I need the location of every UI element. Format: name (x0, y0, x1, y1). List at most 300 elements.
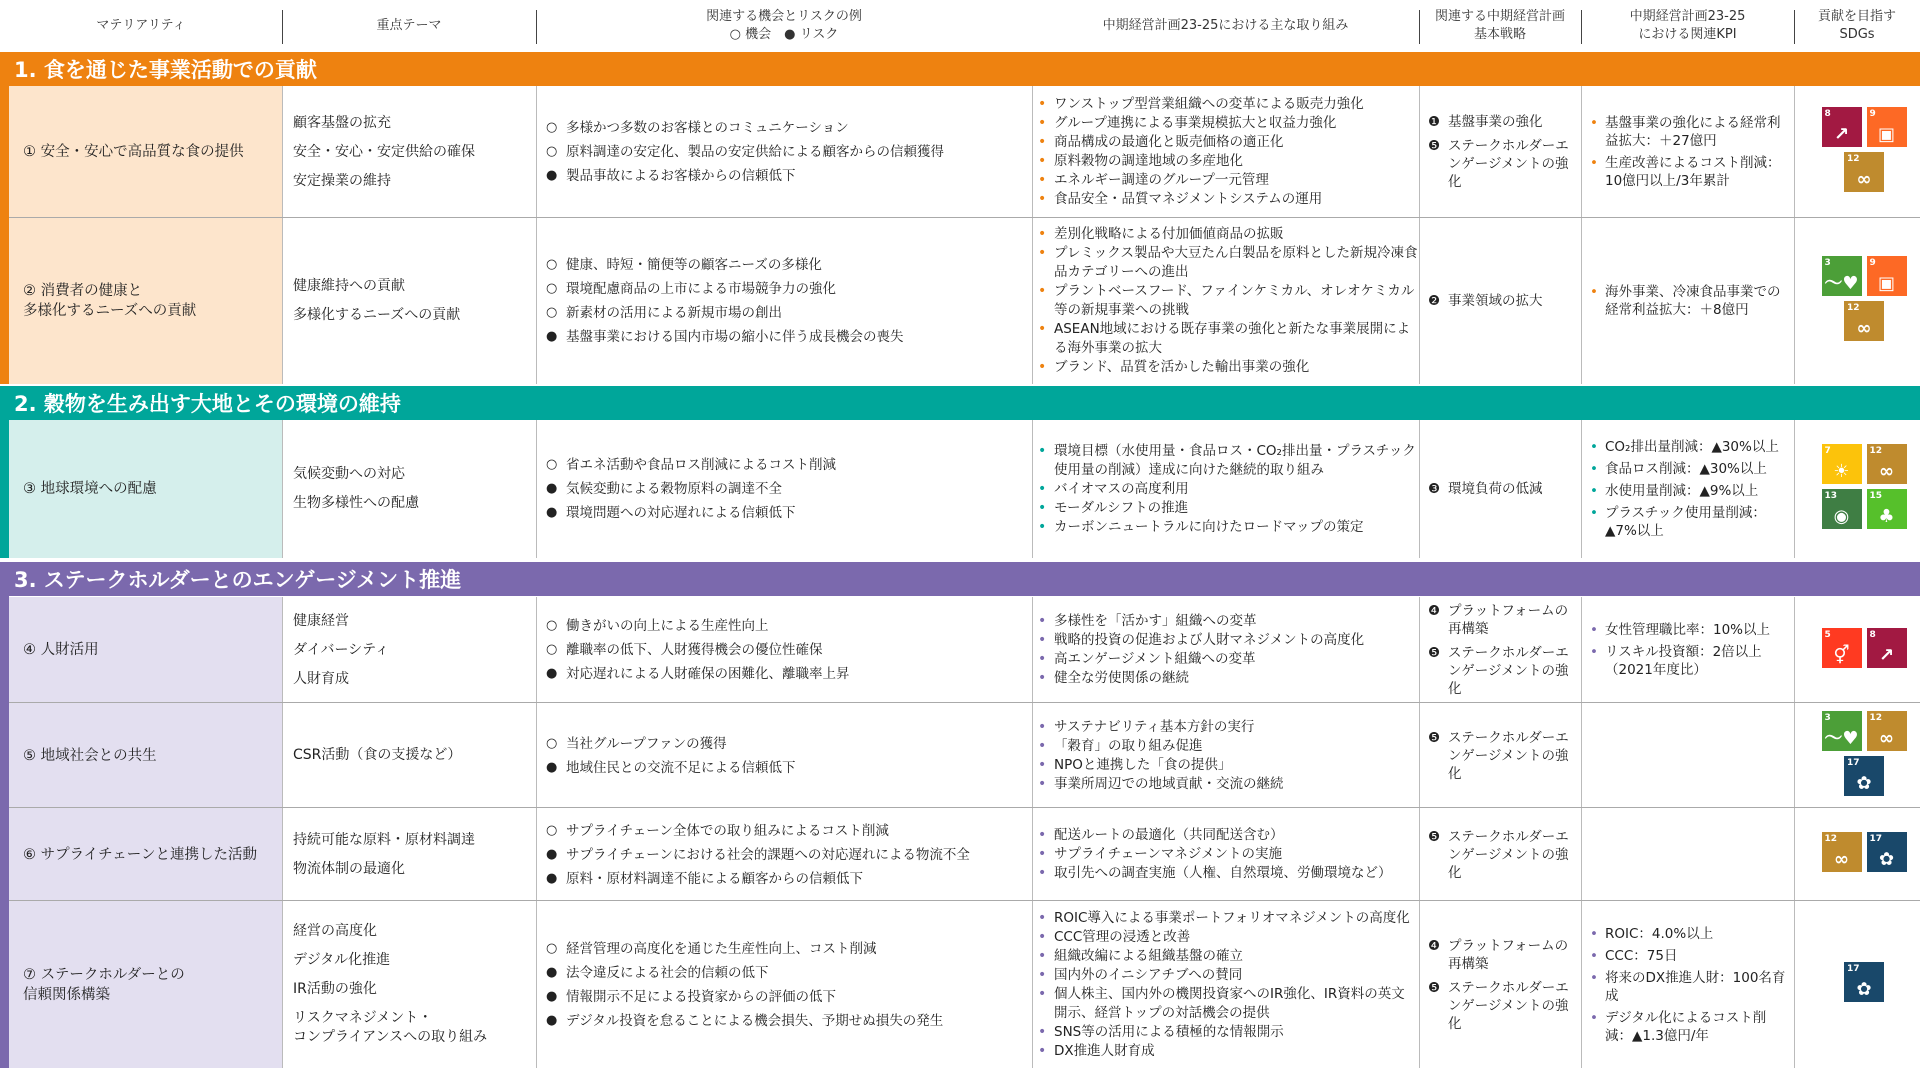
sdg-symbol: ✿ (1856, 979, 1872, 1000)
initiative-text: ブランド、品質を活かした輸出事業の強化 (1054, 359, 1310, 375)
strategy-cell (1419, 808, 1580, 901)
risk-marker: ● (546, 168, 558, 183)
strategy-item (1428, 292, 1580, 310)
sdg-3-icon (1822, 711, 1862, 751)
theme-item: 人財育成 (293, 670, 349, 687)
initiative-cell (1032, 808, 1418, 901)
bullet-icon: • (1590, 644, 1598, 660)
initiative-text: 「穀育」の取り組み促進 (1054, 737, 1203, 754)
initiative-text: 事業所周辺での地域貢献・交流の継続 (1054, 775, 1284, 792)
sdg-symbol: ∞ (1879, 461, 1894, 482)
risk-item (546, 328, 1031, 346)
kpi-item (1590, 925, 1793, 943)
risk-text: 環境問題への対応遅れによる信頼低下 (566, 505, 796, 521)
initiative-item (1038, 947, 1418, 966)
kpi-text: CCC：75日 (1605, 947, 1678, 964)
initiative-item (1038, 650, 1418, 669)
initiative-item (1038, 756, 1418, 775)
kpi-text: リスキル投資額：2倍以上（2021年度比） (1605, 644, 1762, 678)
initiative-text: 健全な労使関係の継続 (1054, 670, 1189, 686)
initiative-text: 高エンゲージメント組織への変革 (1054, 651, 1256, 667)
bullet-icon: • (1038, 442, 1047, 459)
risk-marker: ● (546, 964, 558, 980)
sdg-number: 12 (1869, 446, 1883, 456)
theme-cell (282, 420, 535, 558)
strategy-number: ❺ (1428, 828, 1441, 845)
strategy-number: ❶ (1428, 114, 1441, 130)
strategy-number: ❺ (1428, 979, 1441, 996)
opportunity-marker: ○ (546, 735, 558, 751)
bullet-icon: • (1038, 480, 1047, 497)
theme-item: 顧客基盤の拡充 (293, 114, 391, 131)
theme-item: 安定操業の維持 (293, 172, 391, 189)
initiative-text: 取引先への調査実施（人権、自然環境、労働環境など） (1054, 865, 1392, 881)
bullet-icon: • (1038, 966, 1047, 983)
strategy-text: ステークホルダーエンゲージメントの強化 (1448, 138, 1569, 190)
opportunity-marker: ○ (546, 305, 558, 320)
strategy-text: 基盤事業の強化 (1448, 114, 1543, 130)
kpi-item (1590, 154, 1793, 190)
bullet-icon: • (1038, 846, 1047, 862)
bullet-icon: • (1038, 359, 1047, 375)
sdg-number: 8 (1869, 629, 1876, 640)
bullet-icon: • (1038, 518, 1047, 535)
header-strategy: 関連する中期経営計画 基本戦略 (1434, 9, 1565, 42)
initiative-item (1038, 1042, 1418, 1061)
kpi-item (1590, 482, 1793, 500)
bullet-icon: • (1038, 632, 1047, 648)
sdg-symbol: 〜♥ (1824, 727, 1859, 749)
initiative-text: ワンストップ型営業組織への変革による販売力強化 (1054, 96, 1364, 112)
strategy-text: ステークホルダーエンゲージメントの強化 (1448, 645, 1569, 697)
initiative-item (1038, 1023, 1418, 1042)
sdg-cell (1794, 86, 1920, 218)
sdg-symbol: ▣ (1877, 124, 1895, 145)
section-title-1: 1. 食を通じた事業活動での貢献 (0, 52, 1920, 86)
kpi-cell (1581, 420, 1793, 558)
opportunity-marker: ○ (546, 120, 558, 135)
initiative-text: CCC管理の浸透と改善 (1054, 928, 1191, 945)
strategy-number: ❹ (1428, 937, 1441, 954)
initiative-item (1038, 95, 1418, 114)
bullet-icon: • (1590, 461, 1598, 477)
risk-marker: ● (546, 759, 558, 775)
header-separator (1419, 10, 1420, 44)
initiative-item (1038, 864, 1418, 883)
header-separator (536, 10, 537, 44)
risk-text: 対応遅れによる人財確保の困難化、離職率上昇 (566, 666, 850, 682)
initiative-item (1038, 358, 1418, 377)
table-row (0, 808, 1920, 901)
theme-item: 物流体制の最適化 (293, 860, 405, 877)
kpi-item (1590, 1009, 1793, 1045)
kpi-item (1590, 114, 1793, 150)
sdg-number: 12 (1824, 834, 1838, 844)
theme-cell (282, 901, 535, 1068)
risk-item (546, 480, 1031, 498)
risk-item (546, 759, 1031, 777)
strategy-text: 環境負荷の低減 (1448, 481, 1543, 497)
kpi-cell (1581, 808, 1793, 901)
strategy-number: ❷ (1428, 293, 1441, 309)
risk-item (546, 280, 1031, 298)
initiative-text: 多様性を「活かす」組織への変革 (1054, 613, 1257, 629)
risk-text: 環境配慮商品の上市による市場競争力の強化 (566, 281, 836, 297)
initiative-item (1038, 737, 1418, 756)
kpi-text: 水使用量削減：▲9%以上 (1605, 483, 1759, 499)
table-row (0, 86, 1920, 218)
sdg-17-icon (1867, 832, 1907, 872)
bullet-icon: • (1590, 439, 1598, 455)
initiative-cell (1032, 218, 1418, 384)
materiality-cell: ④ 人財活用 (9, 597, 282, 703)
sdg-8-icon (1822, 107, 1862, 147)
risk-item (546, 256, 1031, 274)
theme-item: リスクマネジメント・ コンプライアンスへの取り組み (293, 1010, 488, 1045)
risk-text: 離職率の低下、人財獲得機会の優位性確保 (566, 642, 823, 658)
initiative-item (1038, 826, 1418, 845)
bullet-icon: • (1590, 1009, 1598, 1026)
materiality-cell: ① 安全・安心で高品質な食の提供 (9, 86, 282, 218)
bullet-icon: • (1038, 226, 1047, 242)
bullet-icon: • (1590, 969, 1598, 986)
header-theme: 重点テーマ (376, 18, 442, 33)
header-sdgs: 貢献を目指す SDGs (1817, 9, 1896, 42)
risk-marker: ● (546, 505, 558, 520)
sdg-symbol: ∞ (1879, 727, 1894, 749)
theme-item: 健康維持への貢献 (293, 278, 405, 294)
risk-item (546, 1012, 1031, 1030)
initiative-text: ASEAN地域における既存事業の強化と新たな事業展開による海外事業の拡大 (1054, 321, 1411, 356)
sdg-13-icon (1822, 489, 1862, 529)
sdg-cell (1794, 597, 1920, 703)
strategy-item (1428, 113, 1580, 131)
theme-item: ダイバーシティ (293, 641, 390, 658)
sdg-17-icon (1844, 962, 1884, 1002)
risk-cell (536, 597, 1031, 703)
risk-marker: ● (546, 481, 558, 496)
section-title-2: 2. 穀物を生み出す大地とその環境の維持 (0, 386, 1920, 420)
strategy-cell (1419, 218, 1580, 384)
risk-text: 地域住民との交流不足による信頼低下 (566, 759, 796, 776)
initiative-item (1038, 928, 1418, 947)
initiative-item (1038, 190, 1418, 209)
kpi-text: CO₂排出量削減：▲30%以上 (1605, 439, 1779, 455)
risk-item (546, 143, 1031, 161)
sdg-number: 12 (1869, 712, 1883, 723)
strategy-text: ステークホルダーエンゲージメントの強化 (1448, 828, 1569, 881)
theme-item: 健康経営 (293, 612, 349, 629)
sdg-symbol: ∞ (1834, 849, 1849, 870)
bullet-icon: • (1038, 827, 1047, 843)
strategy-number: ❺ (1428, 729, 1441, 746)
initiative-item (1038, 114, 1418, 133)
theme-cell (282, 597, 535, 703)
sdg-number: 3 (1824, 712, 1831, 723)
initiative-text: SNS等の活用による積極的な情報開示 (1054, 1023, 1284, 1040)
bullet-icon: • (1038, 153, 1047, 169)
initiative-item (1038, 442, 1418, 480)
risk-cell (536, 86, 1031, 218)
sdg-symbol: ∞ (1856, 169, 1872, 190)
initiative-item (1038, 612, 1418, 631)
strategy-cell (1419, 597, 1580, 703)
bullet-icon: • (1038, 775, 1047, 792)
sdg-symbol: ↗ (1878, 644, 1895, 666)
initiative-item (1038, 966, 1418, 985)
sdg-cell (1794, 901, 1920, 1068)
bullet-icon: • (1038, 1042, 1047, 1059)
strategy-text: ステークホルダーエンゲージメントの強化 (1448, 729, 1569, 782)
kpi-cell (1581, 218, 1793, 384)
sdg-15-icon (1867, 489, 1907, 529)
bullet-icon: • (1038, 1023, 1047, 1040)
risk-marker: ● (546, 1012, 558, 1028)
strategy-item (1428, 979, 1580, 1033)
initiative-cell (1032, 86, 1418, 218)
initiative-item (1038, 282, 1418, 320)
table-row (0, 703, 1920, 808)
opportunity-marker: ○ (546, 822, 558, 838)
initiative-text: プラントベースフード、ファインケミカル、オレオケミカル等の新規事業への挑戦 (1054, 283, 1415, 318)
bullet-icon: • (1038, 283, 1047, 299)
bullet-icon: • (1038, 134, 1047, 150)
theme-cell (282, 86, 535, 218)
sdg-number: 9 (1869, 109, 1876, 119)
initiative-text: エネルギー調達のグループ一元管理 (1054, 172, 1269, 188)
initiative-text: 差別化戦略による付加価値商品の拡販 (1054, 226, 1284, 242)
bullet-icon: • (1590, 925, 1598, 942)
risk-item (546, 641, 1031, 659)
initiative-item (1038, 499, 1418, 518)
risk-item (546, 940, 1031, 958)
risk-item (546, 617, 1031, 635)
initiative-item (1038, 669, 1418, 688)
sdg-3-icon (1822, 256, 1862, 296)
bullet-icon: • (1038, 499, 1047, 516)
sdg-number: 15 (1869, 491, 1883, 501)
kpi-cell (1581, 86, 1793, 218)
bullet-icon: • (1590, 505, 1598, 521)
header-kpi: 中期経営計画23-25 における関連KPI (1629, 9, 1746, 42)
theme-item: 多様化するニーズへの貢献 (293, 307, 461, 323)
sdg-12-icon (1867, 444, 1907, 484)
sdg-symbol: ▣ (1877, 273, 1895, 294)
opportunity-marker: ○ (546, 457, 558, 472)
sdg-9-icon (1867, 107, 1907, 147)
sdg-cell (1794, 808, 1920, 901)
opportunity-marker: ○ (546, 144, 558, 159)
risk-text: デジタル投資を怠ることによる機会損失、予期せぬ損失の発生 (566, 1012, 944, 1029)
strategy-text: ステークホルダーエンゲージメントの強化 (1448, 979, 1569, 1032)
kpi-item (1590, 947, 1793, 965)
risk-marker: ● (546, 870, 558, 886)
initiative-text: プレミックス製品や大豆たん白製品を原料とした新規冷凍食品カテゴリーへの進出 (1054, 245, 1418, 280)
table-row (0, 597, 1920, 703)
initiative-item (1038, 320, 1418, 358)
sdg-5-icon (1822, 628, 1862, 668)
risk-text: 多様かつ多数のお客様とのコミュニケーション (566, 120, 849, 136)
risk-text: 製品事故によるお客様からの信頼低下 (566, 168, 796, 184)
opportunity-marker: ○ (546, 642, 558, 657)
risk-text: 情報開示不足による投資家からの評価の低下 (566, 988, 836, 1005)
initiative-text: モーダルシフトの推進 (1054, 499, 1189, 516)
risk-text: 働きがいの向上による生産性向上 (566, 618, 769, 634)
kpi-text: 海外事業、冷凍食品事業での経常利益拡大：＋8億円 (1605, 284, 1781, 318)
initiative-cell (1032, 420, 1418, 558)
table-header (0, 0, 1920, 52)
bullet-icon: • (1038, 928, 1047, 945)
initiative-text: 原料穀物の調達地域の多産地化 (1054, 153, 1243, 169)
initiative-text: 国内外のイニシアチブへの賛同 (1054, 966, 1243, 983)
kpi-item (1590, 621, 1793, 639)
initiative-text: 戦略的投資の促進および人財マネジメントの高度化 (1054, 632, 1365, 648)
risk-cell (536, 703, 1031, 808)
sdg-17-icon (1844, 756, 1884, 796)
risk-item (546, 988, 1031, 1006)
strategy-number: ❺ (1428, 645, 1441, 661)
initiative-item (1038, 909, 1418, 928)
risk-item (546, 735, 1031, 753)
initiative-item (1038, 133, 1418, 152)
sdg-number: 12 (1847, 303, 1860, 313)
initiative-text: DX推進人財育成 (1054, 1042, 1155, 1059)
strategy-item (1428, 729, 1580, 783)
risk-marker: ● (546, 666, 558, 681)
initiative-text: カーボンニュートラルに向けたロードマップの策定 (1054, 518, 1364, 535)
sdg-cell (1794, 703, 1920, 808)
bullet-icon: • (1038, 865, 1047, 881)
sdg-12-icon (1822, 832, 1862, 872)
risk-item (546, 870, 1031, 888)
strategy-item (1428, 937, 1580, 973)
bullet-icon: • (1590, 483, 1598, 499)
strategy-number: ❸ (1428, 481, 1441, 497)
initiative-item (1038, 225, 1418, 244)
initiative-text: サステナビリティ基本方針の実行 (1054, 718, 1255, 735)
strategy-number: ❹ (1428, 603, 1441, 619)
opportunity-marker: ○ (546, 257, 558, 272)
sdg-number: 8 (1824, 109, 1831, 119)
strategy-text: プラットフォームの再構築 (1448, 937, 1569, 972)
strategy-text: 事業領域の拡大 (1448, 293, 1543, 309)
header-risks: 関連する機会とリスクの例 ○ 機会 ● リスク (706, 9, 862, 42)
strategy-item (1428, 644, 1580, 698)
materiality-cell: ② 消費者の健康と 多様化するニーズへの貢献 (9, 218, 282, 384)
bullet-icon: • (1038, 651, 1047, 667)
bullet-icon: • (1590, 284, 1598, 300)
sdg-number: 5 (1824, 629, 1831, 640)
theme-item: 持続可能な原料・原材料調達 (293, 831, 475, 848)
bullet-icon: • (1038, 321, 1047, 337)
bullet-icon: • (1038, 96, 1047, 112)
risk-item (546, 964, 1031, 982)
risk-cell (536, 420, 1031, 558)
bullet-icon: • (1038, 115, 1047, 131)
kpi-cell (1581, 901, 1793, 1068)
header-separator (1581, 10, 1582, 44)
sdg-9-icon (1867, 256, 1907, 296)
strategy-text: プラットフォームの再構築 (1448, 603, 1569, 637)
initiative-item (1038, 775, 1418, 794)
initiative-text: 配送ルートの最適化（共同配送含む） (1054, 827, 1284, 843)
bullet-icon: • (1038, 718, 1047, 735)
bullet-icon: • (1038, 172, 1047, 188)
bullet-icon: • (1038, 245, 1047, 261)
risk-cell (536, 901, 1031, 1068)
sdg-cell (1794, 420, 1920, 558)
initiative-text: 商品構成の最適化と販売価格の適正化 (1054, 134, 1284, 150)
bullet-icon: • (1038, 191, 1047, 207)
bullet-icon: • (1038, 756, 1047, 773)
sdg-number: 12 (1847, 154, 1860, 164)
theme-item: 経営の高度化 (293, 923, 377, 939)
risk-marker: ● (546, 988, 558, 1004)
materiality-cell: ⑤ 地域社会との共生 (9, 703, 282, 808)
sdg-symbol: ↗ (1833, 124, 1850, 145)
strategy-item (1428, 137, 1580, 191)
initiative-text: NPOと連携した「食の提供」 (1054, 756, 1232, 773)
risk-text: 基盤事業における国内市場の縮小に伴う成長機会の喪失 (566, 329, 904, 345)
sdg-7-icon (1822, 444, 1862, 484)
table-row (0, 420, 1920, 558)
risk-cell (536, 218, 1031, 384)
risk-item (546, 846, 1031, 864)
header-separator (282, 10, 283, 44)
opportunity-marker: ○ (546, 281, 558, 296)
strategy-cell (1419, 901, 1580, 1068)
risk-text: サプライチェーンにおける社会的課題への対応遅れによる物流不全 (566, 846, 970, 863)
table-row (0, 218, 1920, 384)
header-materiality: マテリアリティ (96, 18, 186, 33)
bullet-icon: • (1038, 670, 1047, 686)
theme-cell (282, 808, 535, 901)
sdg-symbol: ♣ (1878, 506, 1895, 527)
risk-item (546, 304, 1031, 322)
materiality-cell: ⑥ サプライチェーンと連携した活動 (9, 808, 282, 901)
header-initiatives: 中期経営計画23-25における主な取り組み (1102, 18, 1349, 33)
theme-cell (282, 218, 535, 384)
theme-item: デジタル化推進 (293, 952, 391, 968)
theme-item: IR活動の強化 (293, 981, 377, 997)
kpi-cell (1581, 703, 1793, 808)
sdg-number: 13 (1824, 491, 1838, 501)
sdg-12-icon (1844, 301, 1884, 341)
sdg-12-icon (1844, 152, 1884, 192)
bullet-icon: • (1590, 622, 1598, 638)
risk-item (546, 822, 1031, 840)
sdg-12-icon (1867, 711, 1907, 751)
initiative-item (1038, 244, 1418, 282)
kpi-item (1590, 460, 1793, 478)
opportunity-marker: ○ (546, 940, 558, 956)
opportunity-marker: ○ (546, 618, 558, 633)
initiative-text: 個人株主、国内外の機関投資家へのIR強化、IR資料の英文開示、経営トップの対話機会の提供 (1054, 985, 1405, 1021)
kpi-text: 生産改善によるコスト削減：10億円以上/3年累計 (1605, 155, 1781, 189)
kpi-item (1590, 438, 1793, 456)
initiative-cell (1032, 703, 1418, 808)
sdg-symbol: ☀ (1833, 461, 1850, 482)
kpi-text: 基盤事業の強化による経常利益拡大：＋27億円 (1605, 115, 1781, 149)
sdg-symbol: ⚥ (1833, 644, 1850, 666)
strategy-cell (1419, 420, 1580, 558)
materiality-cell: ③ 地球環境への配慮 (9, 420, 282, 558)
sdg-number: 17 (1847, 757, 1860, 768)
initiative-text: バイオマスの高度利用 (1054, 480, 1189, 497)
strategy-item (1428, 480, 1580, 498)
risk-cell (536, 808, 1031, 901)
section-title-3: 3. ステークホルダーとのエンゲージメント推進 (0, 562, 1920, 596)
